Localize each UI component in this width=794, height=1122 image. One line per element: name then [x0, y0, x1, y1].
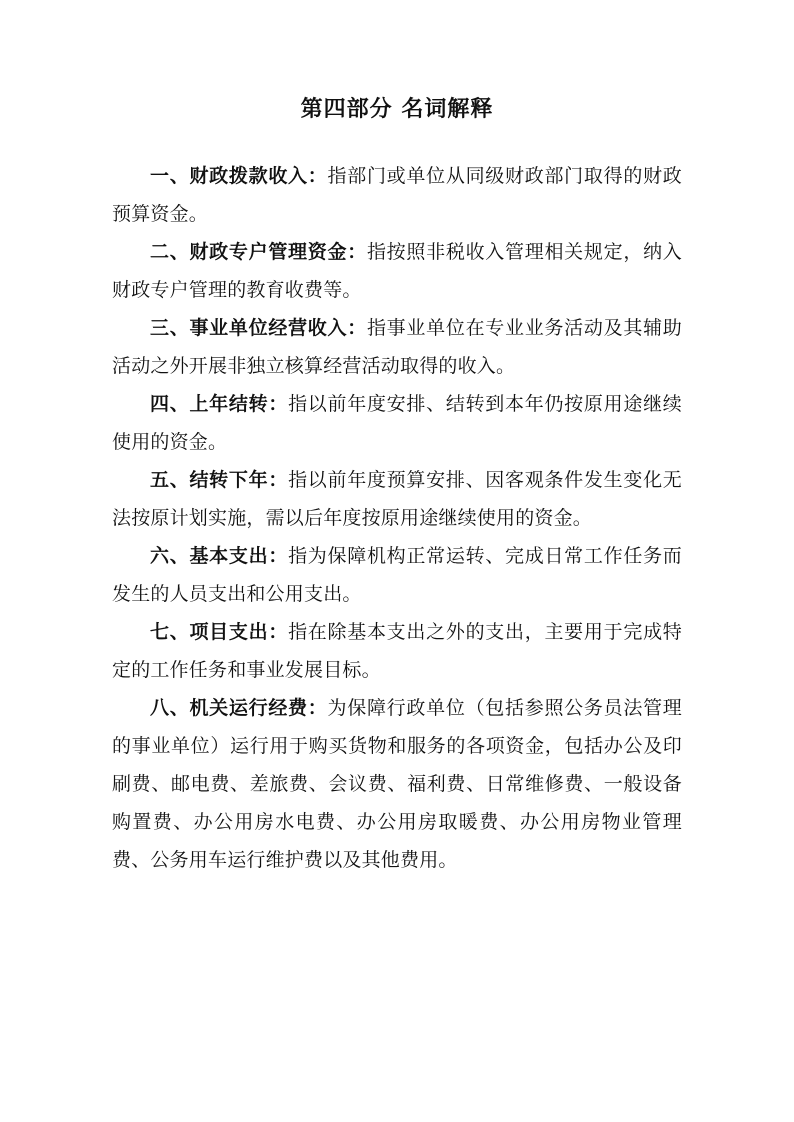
definition-term: 五、结转下年： — [150, 469, 289, 491]
definition-text: 指按照非税收入管理相关规定，纳入财政专户管理的教育收费等。 — [112, 241, 682, 301]
definition-text: 指为保障机构正常运转、完成日常工作任务而发生的人员支出和公用支出。 — [112, 545, 682, 605]
definition-term: 三、事业单位经营收入： — [150, 317, 367, 339]
definition-text: 为保障行政单位（包括参照公务员法管理的事业单位）运行用于购买货物和服务的各项资金，包括办公及印刷费、邮电费、差旅费、会议费、福利费、日常维修费、一般设备购置费、办公用房水电费、办公用房取暖费、办公用房物业管理费、公务用车运行维护费以及其他费用。 — [112, 697, 682, 871]
definition-text: 指事业单位在专业业务活动及其辅助活动之外开展非独立核算经营活动取得的收入。 — [112, 317, 682, 377]
definition-text: 指在除基本支出之外的支出，主要用于完成特定的工作任务和事业发展目标。 — [112, 621, 682, 681]
definitions-list — [112, 157, 682, 879]
definition-text: 指部门或单位从同级财政部门取得的财政预算资金。 — [112, 165, 682, 225]
definition-term: 一、财政拨款收入： — [150, 165, 328, 187]
definition-paragraph — [112, 613, 682, 689]
definition-paragraph — [112, 233, 682, 309]
definition-term: 八、机关运行经费： — [150, 697, 328, 719]
definition-term: 二、财政专户管理资金： — [150, 241, 367, 263]
definition-paragraph — [112, 461, 682, 537]
definition-paragraph — [112, 537, 682, 613]
definition-text: 指以前年度安排、结转到本年仍按原用途继续使用的资金。 — [112, 393, 682, 453]
definition-term: 七、项目支出： — [150, 621, 289, 643]
definition-text: 指以前年度预算安排、因客观条件发生变化无法按原计划实施，需以后年度按原用途继续使用的资金。 — [112, 469, 682, 529]
definition-term: 四、上年结转： — [150, 393, 289, 415]
page-title: 第四部分 名词解释 — [300, 97, 494, 122]
definition-term: 六、基本支出： — [150, 545, 289, 567]
definition-paragraph — [112, 309, 682, 385]
definition-paragraph — [112, 157, 682, 233]
definition-paragraph — [112, 689, 682, 879]
definition-paragraph — [112, 385, 682, 461]
